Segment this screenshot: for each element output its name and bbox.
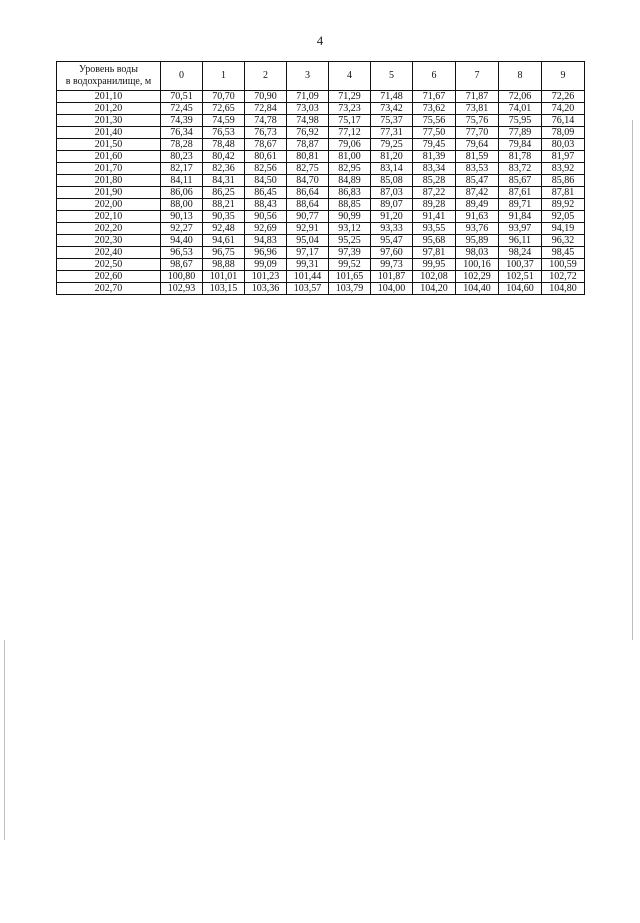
value-cell: 81,20 xyxy=(371,151,413,163)
value-cell: 91,20 xyxy=(371,211,413,223)
value-cell: 93,33 xyxy=(371,223,413,235)
table-row xyxy=(57,115,585,127)
value-cell: 72,45 xyxy=(161,103,203,115)
scan-artifact-right xyxy=(632,120,633,640)
value-cell: 98,67 xyxy=(161,259,203,271)
value-cell: 94,40 xyxy=(161,235,203,247)
value-cell: 73,81 xyxy=(456,103,499,115)
value-cell: 75,95 xyxy=(499,115,542,127)
value-cell: 74,59 xyxy=(203,115,245,127)
value-cell: 97,39 xyxy=(329,247,371,259)
value-cell: 94,19 xyxy=(542,223,585,235)
value-cell: 95,04 xyxy=(287,235,329,247)
table-body xyxy=(57,91,585,295)
value-cell: 73,42 xyxy=(371,103,413,115)
value-cell: 80,42 xyxy=(203,151,245,163)
water-level-cell: 201,40 xyxy=(57,127,161,139)
value-cell: 85,08 xyxy=(371,175,413,187)
value-cell: 82,75 xyxy=(287,163,329,175)
value-cell: 73,62 xyxy=(413,103,456,115)
value-cell: 70,70 xyxy=(203,91,245,103)
value-cell: 76,92 xyxy=(287,127,329,139)
value-cell: 93,76 xyxy=(456,223,499,235)
value-cell: 92,27 xyxy=(161,223,203,235)
value-cell: 93,55 xyxy=(413,223,456,235)
table-row xyxy=(57,199,585,211)
water-level-cell: 201,70 xyxy=(57,163,161,175)
value-cell: 72,84 xyxy=(245,103,287,115)
scan-artifact-left xyxy=(4,640,5,840)
value-cell: 71,29 xyxy=(329,91,371,103)
value-cell: 81,59 xyxy=(456,151,499,163)
water-level-header xyxy=(57,62,161,91)
value-cell: 97,81 xyxy=(413,247,456,259)
water-level-cell: 201,10 xyxy=(57,91,161,103)
value-cell: 85,47 xyxy=(456,175,499,187)
value-cell: 70,90 xyxy=(245,91,287,103)
value-cell: 104,00 xyxy=(371,283,413,295)
value-cell: 100,37 xyxy=(499,259,542,271)
column-header-2: 2 xyxy=(245,62,287,91)
value-cell: 93,97 xyxy=(499,223,542,235)
value-cell: 91,84 xyxy=(499,211,542,223)
value-cell: 86,06 xyxy=(161,187,203,199)
value-cell: 94,61 xyxy=(203,235,245,247)
value-cell: 99,52 xyxy=(329,259,371,271)
column-header-7: 7 xyxy=(456,62,499,91)
value-cell: 84,11 xyxy=(161,175,203,187)
value-cell: 71,87 xyxy=(456,91,499,103)
value-cell: 89,28 xyxy=(413,199,456,211)
value-cell: 84,70 xyxy=(287,175,329,187)
value-cell: 83,34 xyxy=(413,163,456,175)
value-cell: 74,01 xyxy=(499,103,542,115)
value-cell: 87,42 xyxy=(456,187,499,199)
value-cell: 98,03 xyxy=(456,247,499,259)
value-cell: 90,35 xyxy=(203,211,245,223)
value-cell: 84,50 xyxy=(245,175,287,187)
water-level-cell: 202,70 xyxy=(57,283,161,295)
value-cell: 96,96 xyxy=(245,247,287,259)
value-cell: 78,87 xyxy=(287,139,329,151)
value-cell: 90,56 xyxy=(245,211,287,223)
value-cell: 72,06 xyxy=(499,91,542,103)
column-header-3: 3 xyxy=(287,62,329,91)
column-header-5: 5 xyxy=(371,62,413,91)
value-cell: 90,77 xyxy=(287,211,329,223)
value-cell: 96,11 xyxy=(499,235,542,247)
value-cell: 71,48 xyxy=(371,91,413,103)
value-cell: 102,51 xyxy=(499,271,542,283)
value-cell: 74,20 xyxy=(542,103,585,115)
value-cell: 98,24 xyxy=(499,247,542,259)
value-cell: 75,56 xyxy=(413,115,456,127)
value-cell: 102,08 xyxy=(413,271,456,283)
value-cell: 104,20 xyxy=(413,283,456,295)
value-cell: 85,67 xyxy=(499,175,542,187)
value-cell: 98,45 xyxy=(542,247,585,259)
value-cell: 97,60 xyxy=(371,247,413,259)
table-row xyxy=(57,259,585,271)
value-cell: 80,03 xyxy=(542,139,585,151)
column-header-0: 0 xyxy=(161,62,203,91)
value-cell: 85,86 xyxy=(542,175,585,187)
value-cell: 96,75 xyxy=(203,247,245,259)
value-cell: 91,41 xyxy=(413,211,456,223)
value-cell: 78,67 xyxy=(245,139,287,151)
value-cell: 72,26 xyxy=(542,91,585,103)
value-cell: 79,84 xyxy=(499,139,542,151)
value-cell: 99,09 xyxy=(245,259,287,271)
table-row xyxy=(57,247,585,259)
value-cell: 104,80 xyxy=(542,283,585,295)
value-cell: 83,92 xyxy=(542,163,585,175)
value-cell: 103,15 xyxy=(203,283,245,295)
value-cell: 87,22 xyxy=(413,187,456,199)
value-cell: 74,98 xyxy=(287,115,329,127)
table-row xyxy=(57,127,585,139)
value-cell: 99,73 xyxy=(371,259,413,271)
value-cell: 87,03 xyxy=(371,187,413,199)
value-cell: 88,85 xyxy=(329,199,371,211)
value-cell: 75,17 xyxy=(329,115,371,127)
value-cell: 95,25 xyxy=(329,235,371,247)
value-cell: 100,59 xyxy=(542,259,585,271)
value-cell: 78,48 xyxy=(203,139,245,151)
value-cell: 82,95 xyxy=(329,163,371,175)
value-cell: 76,53 xyxy=(203,127,245,139)
value-cell: 83,14 xyxy=(371,163,413,175)
value-cell: 88,00 xyxy=(161,199,203,211)
value-cell: 74,78 xyxy=(245,115,287,127)
value-cell: 72,65 xyxy=(203,103,245,115)
value-cell: 102,93 xyxy=(161,283,203,295)
value-cell: 101,44 xyxy=(287,271,329,283)
table-row xyxy=(57,235,585,247)
value-cell: 101,23 xyxy=(245,271,287,283)
water-level-cell: 201,50 xyxy=(57,139,161,151)
value-cell: 92,91 xyxy=(287,223,329,235)
value-cell: 91,63 xyxy=(456,211,499,223)
value-cell: 77,89 xyxy=(499,127,542,139)
water-level-cell: 202,50 xyxy=(57,259,161,271)
value-cell: 79,45 xyxy=(413,139,456,151)
value-cell: 103,79 xyxy=(329,283,371,295)
value-cell: 86,83 xyxy=(329,187,371,199)
value-cell: 75,37 xyxy=(371,115,413,127)
value-cell: 97,17 xyxy=(287,247,329,259)
value-cell: 78,09 xyxy=(542,127,585,139)
value-cell: 94,83 xyxy=(245,235,287,247)
value-cell: 88,21 xyxy=(203,199,245,211)
value-cell: 84,89 xyxy=(329,175,371,187)
table-row xyxy=(57,223,585,235)
value-cell: 70,51 xyxy=(161,91,203,103)
value-cell: 77,12 xyxy=(329,127,371,139)
column-header-6: 6 xyxy=(413,62,456,91)
value-cell: 74,39 xyxy=(161,115,203,127)
value-cell: 90,99 xyxy=(329,211,371,223)
value-cell: 71,67 xyxy=(413,91,456,103)
water-level-header-line1: Уровень воды xyxy=(79,64,138,75)
value-cell: 86,64 xyxy=(287,187,329,199)
water-level-header-line2: в водохранилище, м xyxy=(65,76,152,87)
value-cell: 99,95 xyxy=(413,259,456,271)
value-cell: 98,88 xyxy=(203,259,245,271)
column-header-8: 8 xyxy=(499,62,542,91)
value-cell: 102,72 xyxy=(542,271,585,283)
value-cell: 89,07 xyxy=(371,199,413,211)
value-cell: 93,12 xyxy=(329,223,371,235)
value-cell: 81,39 xyxy=(413,151,456,163)
value-cell: 89,71 xyxy=(499,199,542,211)
value-cell: 92,05 xyxy=(542,211,585,223)
value-cell: 83,72 xyxy=(499,163,542,175)
table-row xyxy=(57,175,585,187)
value-cell: 82,17 xyxy=(161,163,203,175)
water-level-cell: 202,10 xyxy=(57,211,161,223)
value-cell: 76,73 xyxy=(245,127,287,139)
page-number: 4 xyxy=(316,33,324,48)
value-cell: 80,81 xyxy=(287,151,329,163)
water-level-cell: 202,60 xyxy=(57,271,161,283)
value-cell: 96,32 xyxy=(542,235,585,247)
value-cell: 89,49 xyxy=(456,199,499,211)
value-cell: 76,14 xyxy=(542,115,585,127)
water-level-cell: 202,00 xyxy=(57,199,161,211)
value-cell: 81,78 xyxy=(499,151,542,163)
value-cell: 82,56 xyxy=(245,163,287,175)
value-cell: 83,53 xyxy=(456,163,499,175)
value-cell: 84,31 xyxy=(203,175,245,187)
table-header xyxy=(57,62,585,91)
value-cell: 92,69 xyxy=(245,223,287,235)
table-row xyxy=(57,163,585,175)
value-cell: 76,34 xyxy=(161,127,203,139)
value-cell: 90,13 xyxy=(161,211,203,223)
table-row xyxy=(57,91,585,103)
value-cell: 104,40 xyxy=(456,283,499,295)
value-cell: 100,16 xyxy=(456,259,499,271)
table-row xyxy=(57,211,585,223)
value-cell: 101,65 xyxy=(329,271,371,283)
water-level-cell: 202,20 xyxy=(57,223,161,235)
column-header-1: 1 xyxy=(203,62,245,91)
value-cell: 86,45 xyxy=(245,187,287,199)
value-cell: 77,31 xyxy=(371,127,413,139)
value-cell: 88,43 xyxy=(245,199,287,211)
value-cell: 87,81 xyxy=(542,187,585,199)
value-cell: 78,28 xyxy=(161,139,203,151)
water-level-cell: 201,30 xyxy=(57,115,161,127)
table-row xyxy=(57,139,585,151)
value-cell: 102,29 xyxy=(456,271,499,283)
table-row xyxy=(57,187,585,199)
table-row xyxy=(57,151,585,163)
value-cell: 92,48 xyxy=(203,223,245,235)
value-cell: 77,50 xyxy=(413,127,456,139)
table-row xyxy=(57,103,585,115)
value-cell: 95,89 xyxy=(456,235,499,247)
column-header-4: 4 xyxy=(329,62,371,91)
water-level-cell: 202,30 xyxy=(57,235,161,247)
value-cell: 71,09 xyxy=(287,91,329,103)
value-cell: 82,36 xyxy=(203,163,245,175)
value-cell: 103,36 xyxy=(245,283,287,295)
water-level-cell: 201,20 xyxy=(57,103,161,115)
value-cell: 103,57 xyxy=(287,283,329,295)
value-cell: 81,00 xyxy=(329,151,371,163)
table-row xyxy=(57,283,585,295)
value-cell: 79,25 xyxy=(371,139,413,151)
value-cell: 85,28 xyxy=(413,175,456,187)
value-cell: 73,23 xyxy=(329,103,371,115)
header-row xyxy=(57,62,585,91)
value-cell: 101,87 xyxy=(371,271,413,283)
table-row xyxy=(57,271,585,283)
value-cell: 80,23 xyxy=(161,151,203,163)
value-cell: 101,01 xyxy=(203,271,245,283)
value-cell: 96,53 xyxy=(161,247,203,259)
water-level-table xyxy=(56,61,585,295)
value-cell: 89,92 xyxy=(542,199,585,211)
value-cell: 87,61 xyxy=(499,187,542,199)
value-cell: 88,64 xyxy=(287,199,329,211)
value-cell: 79,64 xyxy=(456,139,499,151)
value-cell: 95,68 xyxy=(413,235,456,247)
value-cell: 86,25 xyxy=(203,187,245,199)
value-cell: 104,60 xyxy=(499,283,542,295)
water-level-cell: 201,60 xyxy=(57,151,161,163)
value-cell: 81,97 xyxy=(542,151,585,163)
water-level-cell: 202,40 xyxy=(57,247,161,259)
value-cell: 99,31 xyxy=(287,259,329,271)
water-level-cell: 201,80 xyxy=(57,175,161,187)
value-cell: 75,76 xyxy=(456,115,499,127)
value-cell: 100,80 xyxy=(161,271,203,283)
value-cell: 79,06 xyxy=(329,139,371,151)
value-cell: 95,47 xyxy=(371,235,413,247)
value-cell: 77,70 xyxy=(456,127,499,139)
column-header-9: 9 xyxy=(542,62,585,91)
value-cell: 73,03 xyxy=(287,103,329,115)
water-level-cell: 201,90 xyxy=(57,187,161,199)
value-cell: 80,61 xyxy=(245,151,287,163)
